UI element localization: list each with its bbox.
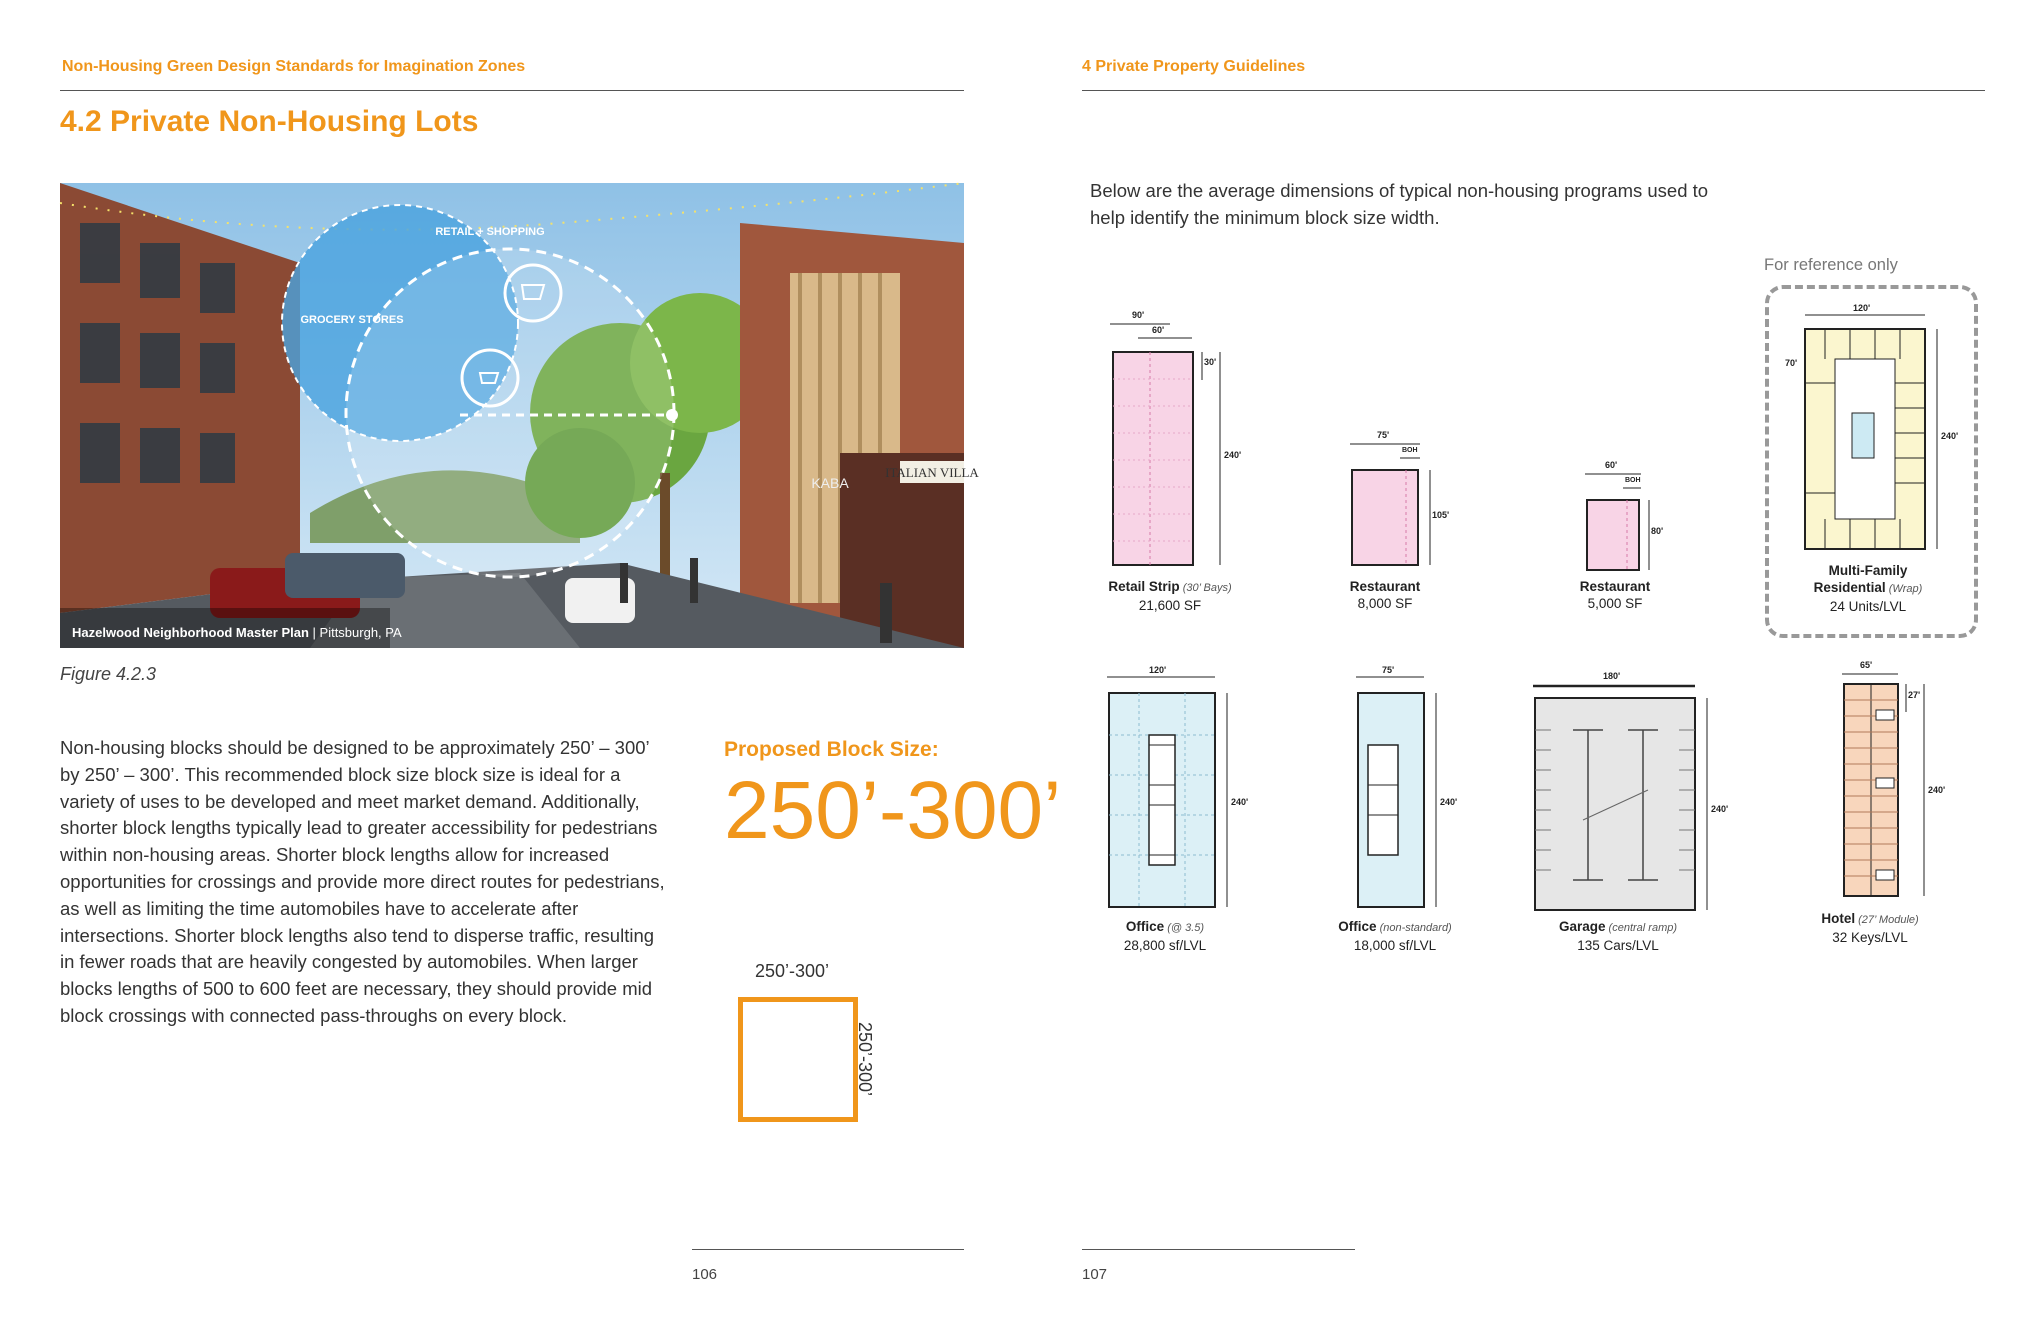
retail-strip-name: Retail Strip — [1108, 579, 1180, 594]
restaurant-b-dim-80: 80' — [1651, 526, 1664, 536]
office-a-label — [1090, 918, 1240, 954]
sign-italian: ITALIAN VILLA — [885, 465, 979, 480]
restaurant-a-name: Restaurant — [1349, 579, 1421, 594]
office-b-diagram — [1356, 665, 1466, 915]
photo-caption-title: Hazelwood Neighborhood Master Plan — [72, 625, 309, 640]
proposed-block-size-label: Proposed Block Size: — [724, 738, 939, 761]
circle-label-grocery: GROCERY STORES — [300, 314, 404, 326]
office-a-dim-240: 240' — [1231, 797, 1249, 807]
office-b-name: Office — [1338, 919, 1377, 934]
footer-rule-left — [692, 1249, 964, 1250]
body-text: Non-housing blocks should be designed to be approximately 250’ – 300’ by 250’ – 300’. This recommended block size block size is ideal for a variety of uses to be developed and meet market demand. Additionally, shorter block lengths typically lead to greater accessibility for pedestrians within non-housing areas. Shorter block lengths allow for increased opportunities for crossings and provide more direct routes for pedestrians, as well as limiting the time automobiles have to accelerate after intersections. Shorter block lengths also tend to disperse traffic, resulting in fewer roads that are heavily congested by automobiles. When larger blocks lengths of 500 to 600 feet are necessary, they should provide mid block crossings with connected pass-throughs on every block. — [60, 737, 665, 1026]
reference-note: For reference only — [1764, 256, 1898, 274]
hotel-dim-65: 65' — [1860, 660, 1873, 670]
office-b-label — [1320, 918, 1470, 954]
street-photo — [60, 183, 979, 648]
retail-strip-area: 21,600 SF — [1138, 598, 1202, 613]
multifamily-dim-120: 120' — [1853, 303, 1871, 313]
garage-label — [1538, 918, 1698, 954]
garage-name: Garage — [1558, 919, 1606, 934]
garage-diagram — [1533, 670, 1733, 920]
right-page — [1020, 0, 2040, 1320]
page-number-right: 107 — [1082, 1266, 1108, 1283]
retail-dim-240: 240' — [1224, 450, 1242, 460]
hotel-dim-27: 27' — [1908, 690, 1921, 700]
street-photo-illustration — [60, 183, 979, 648]
hotel-note: (27’ Module) — [1855, 914, 1919, 926]
page-number-left: 106 — [692, 1266, 718, 1283]
retail-dim-60: 60' — [1152, 325, 1165, 335]
office-a-name: Office — [1125, 919, 1165, 934]
multifamily-area: 24 Units/LVL — [1829, 599, 1907, 614]
restaurant-b-area: 5,000 SF — [1587, 596, 1643, 611]
hotel-name: Hotel — [1821, 911, 1856, 926]
running-header-right: 4 Private Property Guidelines — [1082, 58, 1306, 75]
retail-strip-diagram — [1110, 310, 1230, 570]
garage-area: 135 Cars/LVL — [1577, 938, 1659, 953]
section-title: 4.2 Private Non-Housing Lots — [60, 105, 479, 138]
proposed-block-size-value: 250’-300’ — [724, 765, 1062, 856]
office-a-diagram — [1107, 665, 1237, 915]
garage-dim-240: 240' — [1711, 804, 1729, 814]
photo-caption-location: | Pittsburgh, PA — [308, 625, 402, 640]
restaurant-a-label — [1330, 578, 1440, 612]
restaurant-a-dim-75: 75' — [1377, 430, 1390, 440]
square-top-label: 250’-300’ — [755, 961, 830, 981]
garage-dim-180: 180' — [1603, 671, 1621, 681]
block-size-square — [738, 997, 858, 1122]
footer-rule-right — [1082, 1249, 1355, 1250]
garage-note: (central ramp) — [1605, 922, 1678, 934]
restaurant-a-area: 8,000 SF — [1357, 596, 1413, 611]
hotel-area: 32 Keys/LVL — [1832, 930, 1908, 945]
office-a-dim-120: 120' — [1149, 665, 1167, 675]
restaurant-a-dim-boh: BOH — [1402, 447, 1418, 454]
square-side-label: 250’-300’ — [855, 1022, 875, 1097]
figure-caption: Figure 4.2.3 — [60, 664, 157, 684]
office-b-dim-75: 75' — [1382, 665, 1395, 675]
multifamily-diagram — [1805, 303, 1945, 553]
running-header-left: Non-Housing Green Design Standards for Imagination Zones — [62, 58, 526, 75]
restaurant-b-dim-boh: BOH — [1625, 477, 1641, 484]
header-rule-left — [60, 90, 964, 91]
hotel-label — [1800, 910, 1940, 946]
multifamily-name-2: Residential — [1813, 580, 1886, 595]
multifamily-dim-70: 70' — [1785, 358, 1798, 368]
multifamily-label — [1788, 562, 1948, 615]
multifamily-dim-240: 240' — [1941, 431, 1959, 441]
restaurant-a-dim-105: 105' — [1432, 510, 1450, 520]
retail-dim-90: 90' — [1132, 310, 1145, 320]
restaurant-b-name: Restaurant — [1579, 579, 1651, 594]
office-b-area: 18,000 sf/LVL — [1353, 938, 1437, 953]
office-a-area: 28,800 sf/LVL — [1123, 938, 1207, 953]
sign-kaba: KABA — [811, 475, 849, 491]
retail-strip-note: (30’ Bays) — [1179, 582, 1232, 594]
photo-caption — [72, 625, 402, 640]
office-b-dim-240: 240' — [1440, 797, 1458, 807]
office-b-note: (non-standard) — [1376, 922, 1452, 934]
circle-label-retail: RETAIL + SHOPPING — [435, 226, 545, 238]
restaurant-b-dim-60: 60' — [1605, 460, 1618, 470]
intro-text: Below are the average dimensions of typical non-housing programs used to help identify the minimum block size width. — [1090, 180, 1709, 228]
retail-strip-label — [1090, 578, 1250, 614]
hotel-dim-240: 240' — [1928, 785, 1946, 795]
header-rule-right — [1082, 90, 1985, 91]
multifamily-note: (Wrap) — [1885, 583, 1923, 595]
office-a-note: (@ 3.5) — [1164, 922, 1205, 934]
restaurant-b-label — [1560, 578, 1670, 612]
multifamily-name-1: Multi-Family — [1828, 563, 1908, 578]
retail-dim-30: 30' — [1204, 357, 1217, 367]
